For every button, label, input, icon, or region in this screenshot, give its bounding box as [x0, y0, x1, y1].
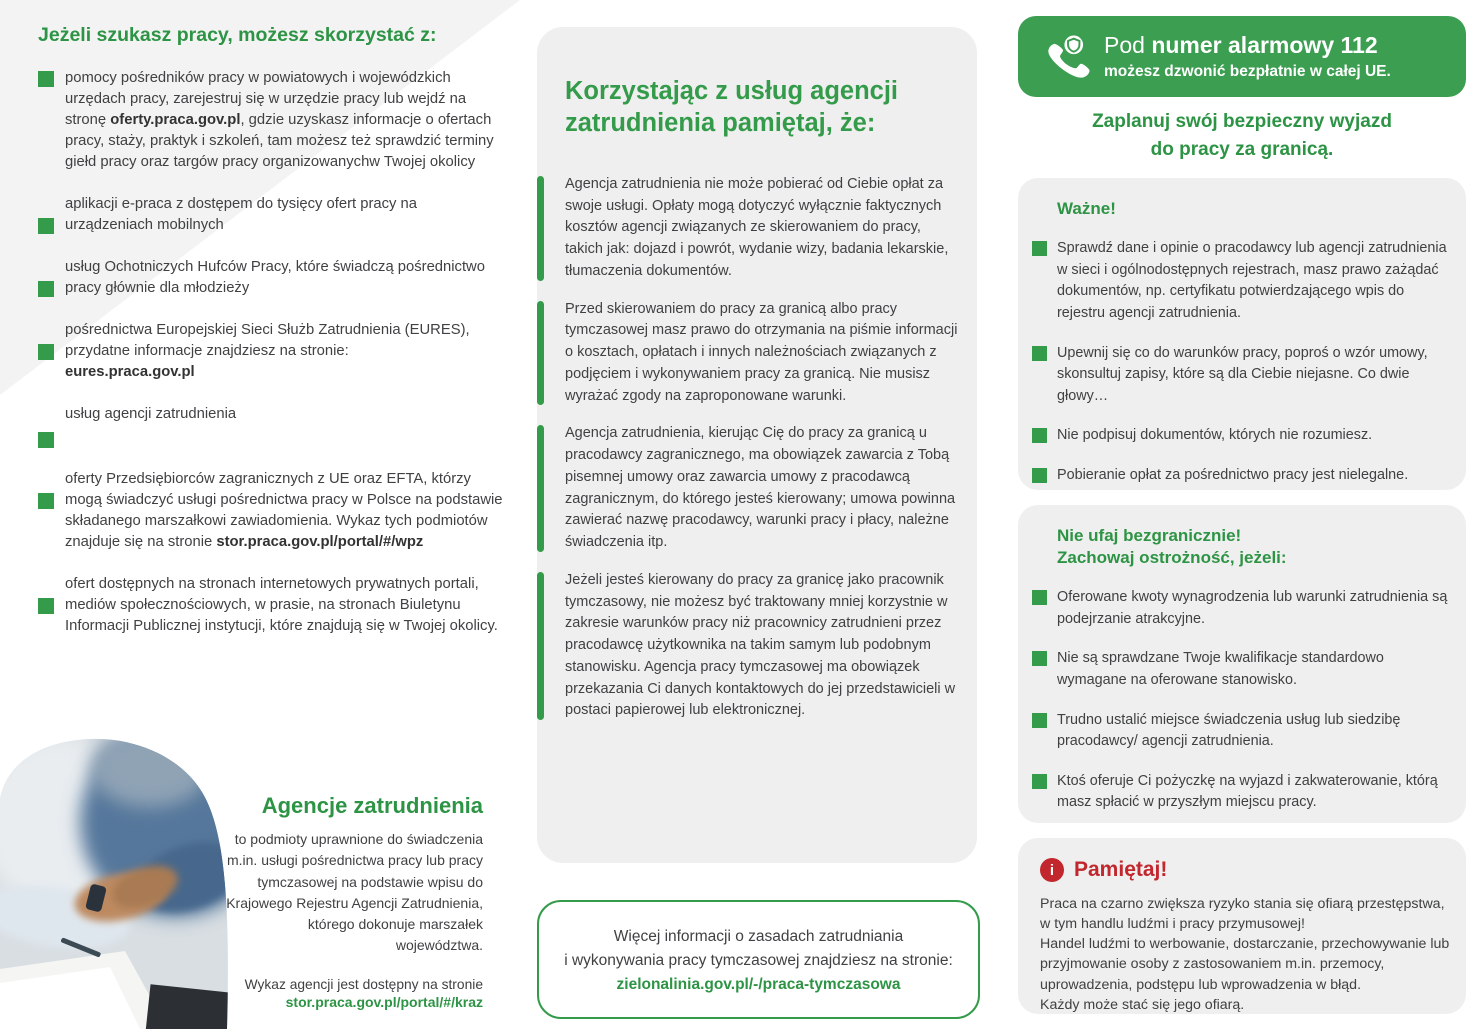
list-item-text: Nie są sprawdzane Twoje kwalifikacje standardowo wymagane na oferowane stanowisko.: [1057, 650, 1384, 689]
list-item-text: Trudno ustalić miejsce świadczenia usług lub siedzibę pracodawcy/ agencji zatrudnienia.: [1057, 711, 1401, 750]
list-item-text: aplikacji e-praca z dostępem do tysięcy ofert pracy na urządzeniach mobilnych: [65, 196, 418, 233]
bullet-square-icon: [38, 432, 54, 448]
bullet-square-icon: [38, 598, 54, 614]
middle-card: [537, 27, 977, 863]
text-segment: pośrednictwa Europejskiej Sieci Służb Zatrudnienia (EURES), przydatne informacje znajdziesz na stronie:: [65, 322, 470, 359]
agency-footer: Wykaz agencji jest dostępny na stronie: [244, 976, 483, 992]
bullet-square-icon: [1032, 468, 1047, 483]
agency-section: [221, 793, 483, 1010]
text-segment: , gdzie uzyskasz informacje o ofertach pracy, staży, praktyk i szkoleń, tam możesz też sprawdzić terminy giełd pracy oraz targów pracy organizowanychw Twojej okolicy: [65, 112, 494, 170]
bullet-square-icon: [38, 218, 54, 234]
list-item-text: usług Ochotniczych Hufców Pracy, które świadczą pośrednictwo pracy głównie dla młodzieży: [65, 259, 485, 296]
list-item-text: [65, 469, 508, 553]
list-item-text: Upewnij się co do warunków pracy, poproś o wzór umowy, skonsultuj zapisy, które są dla Ciebie niejasne. Co dwie głowy…: [1057, 344, 1428, 404]
more-info-box: [537, 900, 980, 1019]
list-item-text: ofert dostępnych na stronach internetowych prywatnych portali, mediów społecznościowych, w prasie, na stronach Biuletynu Informacji Publicznej instytucji, które znajdują się w Twojej okolicy.: [65, 576, 498, 634]
list-item-text: [65, 320, 508, 383]
list-item: [1032, 425, 1450, 447]
caution-card: [1018, 505, 1466, 823]
middle-paragraph: Przed skierowaniem do pracy za granicą albo pracy tymczasowej masz prawo do otrzymania na piśmie informacji o kosztach, opłatach i innych należnościach związanych z podjęciem i wykonywaniem pracy za granicą. Nie musisz wyrażać zgody na zaproponowane warunki.: [565, 299, 959, 408]
bullet-square-icon: [1032, 713, 1047, 728]
list-item-text: Nie podpisuj dokumentów, których nie rozumiesz.: [1057, 427, 1373, 444]
bullet-square-icon: [1032, 590, 1047, 605]
bullet-square-icon: [38, 493, 54, 509]
list-item: [1032, 238, 1450, 324]
list-item: [1032, 648, 1450, 691]
list-item-text: Ktoś oferuje Ci pożyczkę na wyjazd i zakwaterowanie, którą masz spłacić w przyszłym miejscu pracy.: [1057, 772, 1438, 811]
info-line: i wykonywania pracy tymczasowej znajdziesz na stronie:: [564, 952, 953, 970]
bullet-square-icon: [1032, 774, 1047, 789]
banner-text: [1104, 32, 1391, 81]
handshake-photo: [0, 737, 236, 1029]
list-item-text: Oferowane kwoty wynagrodzenia lub warunki zatrudnienia są podejrzanie atrakcyjne.: [1057, 589, 1448, 627]
list-item: [1032, 710, 1450, 753]
caution-heading: [1057, 525, 1450, 569]
list-item-text: usług agencji zatrudnienia: [65, 406, 237, 422]
text-segment: Pod: [1104, 32, 1152, 58]
link-oferty-praca-gov-pl[interactable]: oferty.praca.gov.pl: [110, 112, 241, 128]
list-item: [38, 68, 508, 173]
banner-subtitle: możesz dzwonić bezpłatnie w całej UE.: [1104, 63, 1391, 80]
list-item: [1032, 343, 1450, 408]
list-item: [1032, 465, 1450, 487]
job-search-options-list: [38, 68, 508, 658]
list-item: [38, 404, 508, 448]
left-column-heading: Jeżeli szukasz pracy, możesz skorzystać z:: [38, 24, 437, 46]
phone-shield-icon: [1038, 31, 1090, 83]
list-item: [38, 574, 508, 637]
middle-paragraph: Jeżeli jesteś kierowany do pracy za granicę jako pracownik tymczasowy, nie możesz być traktowany mniej korzystnie w zakresie warunków pracy niż pracownicy zatrudnieni przez pracodawcę użytkownika na takim samym lub podobnym stanowisku. Agencja pracy tymczasowej ma obowiązek przekazania Ci danych kontaktowych do jej przedstawicieli w postaci papierowej lub elektronicznej.: [565, 570, 959, 722]
remember-line: Praca na czarno zwiększa ryzyko stania się ofiarą przestępstwa, w tym handlu ludźmi i pracy przymusowej!: [1040, 896, 1445, 933]
bullet-square-icon: [38, 281, 54, 297]
list-item-text: Sprawdź dane i opinie o pracodawcy lub agencji zatrudnienia w sieci i ogólnodostępnych rejestrach, masz prawo zażądać dokumentów, np. certyfikatu potwierdzającego wpis do rejestru agencji zatrudnienia.: [1057, 240, 1447, 321]
bullet-square-icon: [1032, 651, 1047, 666]
bullet-square-icon: [38, 71, 54, 87]
link-stor-praca-gov-pl-wpz[interactable]: stor.praca.gov.pl/portal/#/wpz: [216, 534, 424, 550]
text-segment-bold: numer alarmowy 112: [1151, 32, 1378, 58]
list-item: [38, 320, 508, 383]
caution-heading-line: Zachowaj ostrożność, jeżeli:: [1057, 548, 1287, 568]
bullet-square-icon: [1032, 346, 1047, 361]
list-item: [38, 469, 508, 553]
list-item-text: Pobieranie opłat za pośrednictwo pracy jest nielegalne.: [1057, 466, 1409, 483]
list-item-text: [65, 68, 508, 173]
remember-line: Każdy może stać się jego ofiarą.: [1040, 996, 1245, 1013]
remember-line: Handel ludźmi to werbowanie, dostarczanie, przechowywanie lub przyjmowanie osoby z zastosowaniem m.in. przemocy, uprowadzenia, podstępu lub wprowadzenia w błąd.: [1040, 936, 1450, 993]
link-stor-praca-gov-pl-kraz[interactable]: stor.praca.gov.pl/portal/#/kraz: [285, 993, 483, 1010]
text-segment: pomocy pośredników pracy w powiatowych i wojewódzkich urzędach pracy, zarejestruj się w urzędzie pracy lub wejdź na stronę: [65, 70, 467, 128]
list-item: [38, 194, 508, 236]
middle-card-heading: Korzystając z usług agencji zatrudnienia pamiętaj, że:: [565, 77, 899, 138]
link-eures-praca-gov-pl[interactable]: eures.praca.gov.pl: [65, 364, 195, 380]
bullet-square-icon: [1032, 241, 1047, 256]
middle-paragraph: Agencja zatrudnienia, kierując Cię do pracy za granicą u pracodawcy zagranicznego, ma obowiązek zawarcia z Tobą pisemnej umowy oraz zawarcia umowy z pracodawcą zagranicznym, do którego jesteś kierowany; umowa powinna zawierać nazwę pracodawcy, warunki pracy i płacy, należne świadczenia itp.: [565, 423, 959, 554]
plan-safe-trip-heading: [1018, 108, 1466, 163]
list-item: [1032, 771, 1450, 814]
plan-line: Zaplanuj swój bezpieczny wyjazd: [1092, 111, 1392, 132]
caution-heading-line: Nie ufaj bezgranicznie!: [1057, 526, 1242, 545]
bullet-square-icon: [1032, 428, 1047, 443]
link-zielonalinia-gov-pl[interactable]: zielonalinia.gov.pl/-/praca-tymczasowa: [616, 976, 901, 994]
agency-body: to podmioty uprawnione do świadczenia m.in. usługi pośrednictwa pracy lub pracy tymczasowej na podstawie wpisu do Krajowego Rejestru Agencji Zatrudnienia, którego dokonuje marszałek województwa.: [226, 831, 483, 954]
info-circle-icon: i: [1040, 858, 1064, 882]
middle-paragraph: Agencja zatrudnienia nie może pobierać od Ciebie opłat za swoje usługi. Opłaty mogą dotyczyć wyłącznie faktycznych kosztów agencji związanych ze skierowaniem do pracy, takich jak: dojazd i powrót, wydanie wizy, badania lekarskie, tłumaczenia dokumentów.: [565, 174, 959, 283]
text-segment: oferty Przedsiębiorców zagranicznych z UE oraz EFTA, którzy mogą świadczyć usługi pośrednictwa pracy w Polsce na podstawie składanego marszałkowi zawiadomienia. Wykaz tych podmiotów znajduje się na stronie: [65, 471, 503, 550]
banner-title: [1104, 32, 1391, 59]
bullet-square-icon: [38, 344, 54, 360]
remember-header: [1040, 858, 1450, 882]
emergency-banner: [1018, 16, 1466, 97]
remember-heading: Pamiętaj!: [1074, 858, 1168, 881]
info-line: Więcej informacji o zasadach zatrudniania: [613, 928, 904, 945]
important-card: [1018, 178, 1466, 490]
important-heading: Ważne!: [1057, 199, 1116, 218]
remember-card: [1018, 838, 1466, 1014]
list-item: [38, 257, 508, 299]
list-item: [1032, 587, 1450, 630]
plan-line: do pracy za granicą.: [1150, 138, 1334, 160]
remember-body: [1040, 894, 1450, 1015]
agency-heading: Agencje zatrudnienia: [261, 793, 483, 818]
